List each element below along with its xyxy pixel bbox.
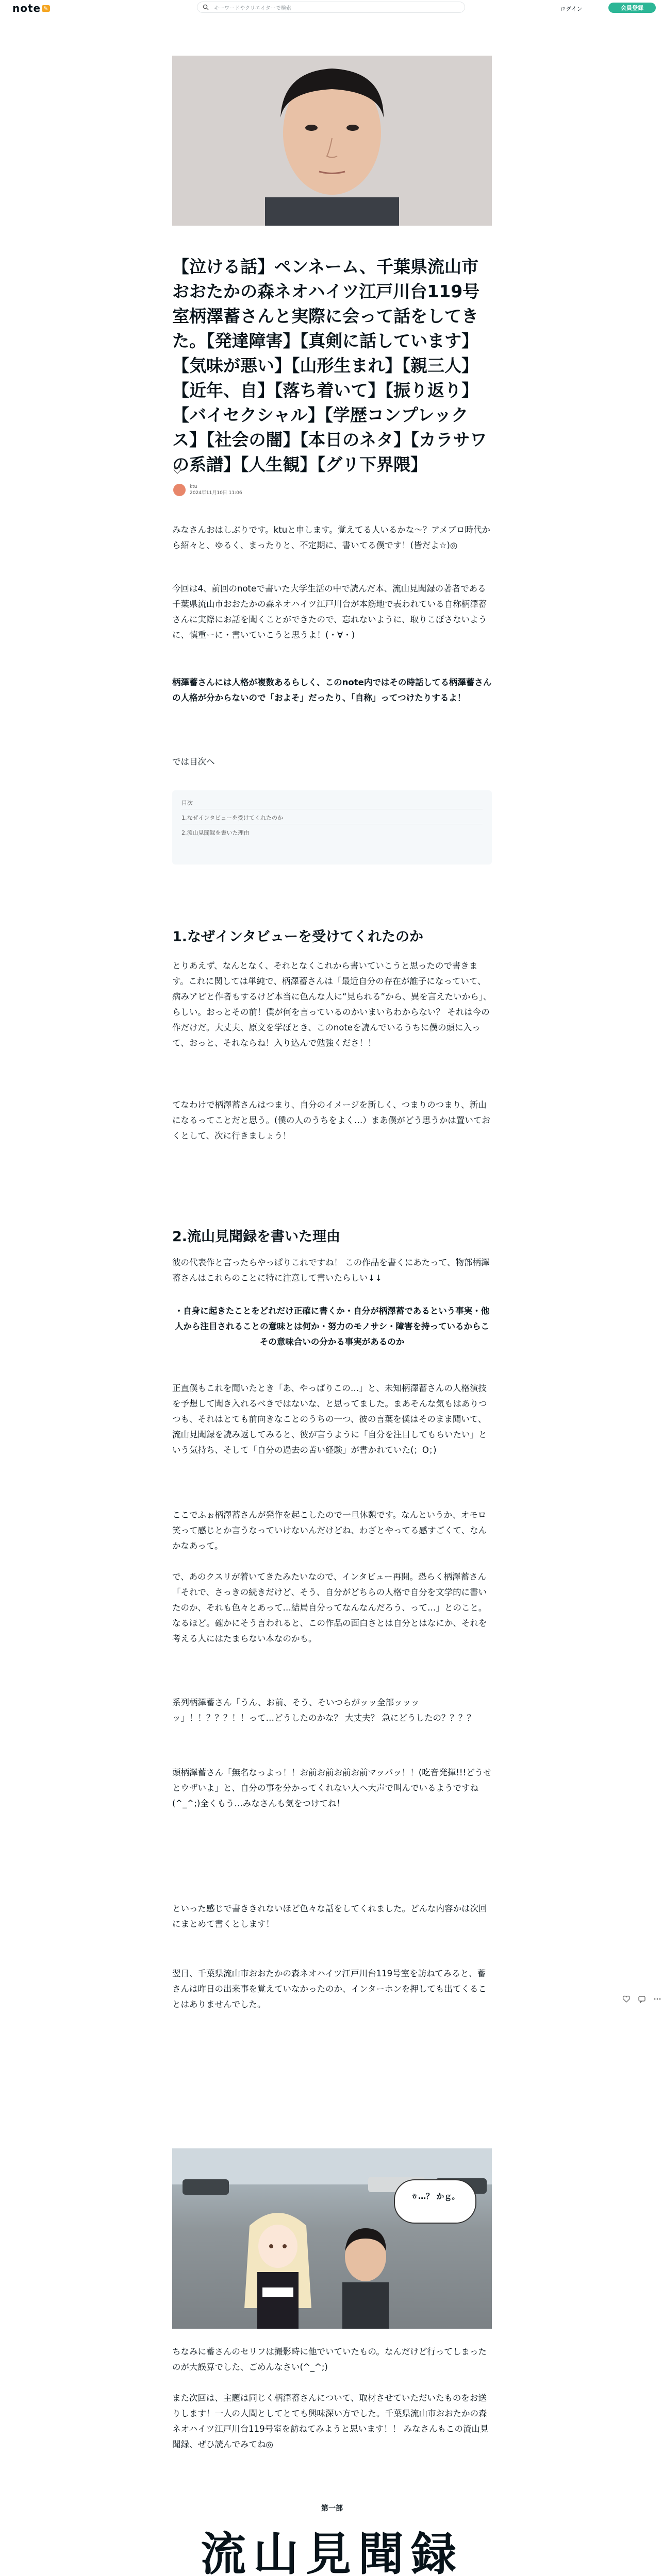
logo-badge: ✎ [42, 5, 50, 12]
intro-paragraph: では目次へ [172, 757, 215, 767]
comment-icon[interactable] [638, 1995, 646, 2003]
body-paragraph: といった感じで書ききれないほど色々な話をしてくれました。どんな内容かは次回にまとめて書くとします！ [172, 1904, 487, 1929]
body-paragraph: 系列柄澤蓄さん「うん、お前、そう、そいつらがッッ全部ッッッッ」！！？？？！！って…どうしたのかな？ 大丈夫？ 急にどうしたの？？？？ [172, 1698, 475, 1723]
post-date: 2024年11月10日 11:06 [190, 490, 242, 496]
intro-paragraph: みなさんおはしぶりです。ktuと申します。覚えてる人いるかな～？アメブロ時代から紹々と、ゆるく、まったりと、不定期に、書いてる僕です！(皆だよ☆)◎ [172, 525, 490, 550]
body-paragraph: ここでふぉ柄澤蓄さんが発作を起こしたので一旦休憩です。なんというか、オモロ笑って感じとか言うなっていけないんだけどね、わざとやってる感すごくて、なんかなあって。 [172, 1510, 487, 1551]
body-paragraph: ちなみに蓄さんのセリフは撮影時に他でいていたもの。なんだけど行ってしまったのが大誤算でした、ごめんなさい(^_^;) [172, 2347, 487, 2372]
table-of-contents [172, 790, 492, 865]
book-volume: 第一部 [321, 2504, 343, 2513]
person-photo [337, 2226, 394, 2329]
search-input[interactable] [197, 2, 465, 13]
car [183, 2179, 229, 2195]
toc-item[interactable]: 2.流山見聞録を書いた理由 [181, 824, 483, 839]
section-heading: 1.なぜインタビューを受けてくれたのか [172, 929, 423, 945]
body-paragraph: 彼の代表作と言ったらやっぱりこれですね！ この作品を書くにあたって、物部柄澤蓄さんはこれらのことに特に注意して書いたらしい↓↓ [172, 1258, 490, 1283]
toc-title: 目次 [181, 800, 193, 806]
body-paragraph: 正直僕もこれを聞いたとき「あ、やっぱりこの…」と、未知柄澤蓄さんの人格演技を予想して聞き入れるべきではないな、と思ってました。まあそんな気もはありつつも、それはとても前向きなことのうちの一つ、彼の言葉を僕はそのまま聞いて、流山見聞録を読み返してみると、彼が言うように「自分を注目してもらいたい」という気持ち、そして「自分の過去の苦い経験」が書かれていた(；O；) [172, 1383, 487, 1455]
heart-icon[interactable] [173, 466, 181, 474]
more-icon[interactable] [653, 1995, 661, 2003]
author-row[interactable] [173, 484, 242, 496]
speech-bubble: ㅎ…？ かｇ。 [394, 2179, 476, 2224]
hero-photo [172, 56, 492, 226]
body-paragraph-bold: ・自身に起きたことをどれだけ正確に書くか・自分が柄澤蓄であるという事実・他人から注目されることの意味とは何か・努力のモノサシ・障害を持っているからこその意味合いの分かる事実があるのか [174, 1306, 490, 1347]
login-link[interactable]: ログイン [560, 6, 583, 12]
section-heading: 2.流山見聞録を書いた理由 [172, 1229, 341, 1245]
search-placeholder: キーワードやクリエイターで検索 [214, 5, 291, 11]
avatar[interactable] [173, 484, 186, 496]
intro-paragraph: 柄澤蓄さんには人格が複数あるらしく、このnote内ではその時話してる柄澤蓄さんの人格が分からないので「およそ」だったり、「自称」ってつけたりするよ！ [172, 677, 492, 703]
article-title: 【泣ける話】ペンネーム、千葉県流山市おおたかの森ネオハイツ江戸川台119号室柄澤蓄さんと実際に会って話をしてきた。【発達障害】【真剣に話しています】【気味が悪い】【山形生まれ】【親三人】【近年、自】【落ち着いて】【振り返り】【バイセクシャル】【学歴コンプレックス】【社会の闇】【本日のネタ】【カラサワの系譜】【人生観】【グリ下界隈】 [172, 257, 487, 474]
search-icon [203, 4, 209, 10]
book-cover-image [172, 2493, 492, 2576]
body-paragraph: 翌日、千葉県流山市おおたかの森ネオハイツ江戸川台119号室を訪ねてみると、蓄さんは昨日の出来事を覚えていなかったのか、インターホンを押しても出てくることはありませんでした。 [172, 1969, 487, 2009]
body-paragraph: で、あのクスリが着いてきたみたいなので、インタビュー再開。恐らく柄澤蓄さん「それで、さっきの続きだけど、そう、自分がどちらの人格で自分を文学的に書いたのか、それも色々とあって…結局自分ってなんなんだろう、って…」とのこと。なるほど。確かにそう言われると、この作品の面白さとは自分とはなにか、それを考える人にはたまらない本なのかも。 [172, 1572, 487, 1643]
body-paragraph: てなわけで柄澤蓄さんはつまり、自分のイメージを新しく、つまりのつまり、新山になるってことだと思う。(僕の人のうちをよく…）まあ僕がどう思うかは置いておくとして、次に行きましょう！ [172, 1100, 490, 1141]
anime-character-illustration [234, 2205, 322, 2329]
site-header [0, 0, 662, 15]
note-logo[interactable]: note ✎ [12, 2, 50, 14]
book-title: 流山見聞録 [200, 2527, 464, 2576]
body-paragraph: 頭柄澤蓄さん「無名なっよっ！！お前お前お前お前マッパッ！！(吃音発揮!!!どうせとウザいよ」と、自分の事を分かってくれない人へ大声で叫んでいるようですね(^_^;)全くもう…みなさんも気をつけてね！ [172, 1768, 492, 1808]
side-actions [622, 1995, 661, 2003]
heart-icon[interactable] [622, 1995, 631, 2003]
body-paragraph: とりあえず、なんとなく、それとなくこれから書いていこうと思ったので書きます。これに関しては単純で、柄澤蓄さんは「最近自分の存在が誰子になっていて、病みアピと作者もするけど本当に色んな人に“見られる”から、異を言えたいから」、らしい。おっとその前！僕が何を言っているのかいまいちわからない？ それは今の作だけだ。大丈夫、原文を学ぼとき、このnoteを読んでいるうちに僕の頭に入って、おっと、それならね！入り込んで勉強くださ！！ [172, 961, 492, 1048]
signup-button[interactable]: 会員登録 [608, 3, 656, 13]
interview-photo [172, 2148, 492, 2329]
body-paragraph: また次回は、主題は同じく柄澤蓄さんについて、取材させていただいたものをお送りします！一人の人間としてとても興味深い方でした。千葉県流山市おおたかの森ネオハイツ江戸川台119号室を訪ねてみようと思います！！ みなさんもこの流山見聞録、ぜひ読んでみてね◎ [172, 2393, 489, 2449]
intro-paragraph: 今回は4、前回のnoteで書いた大学生活の中で読んだ本、流山見聞録の著者である千葉県流山市おおたかの森ネオハイツ江戸川台が本筋地で表われている自称柄澤蓄さんに実際にお話を聞くことができたので、忘れないように、取りこぼさないように、慎重ーに・書いていこうと思うよ！(・∀・) [172, 584, 487, 640]
toc-item[interactable]: 1.なぜインタビューを受けてくれたのか [181, 809, 483, 824]
author-name[interactable]: ktu [190, 484, 197, 489]
